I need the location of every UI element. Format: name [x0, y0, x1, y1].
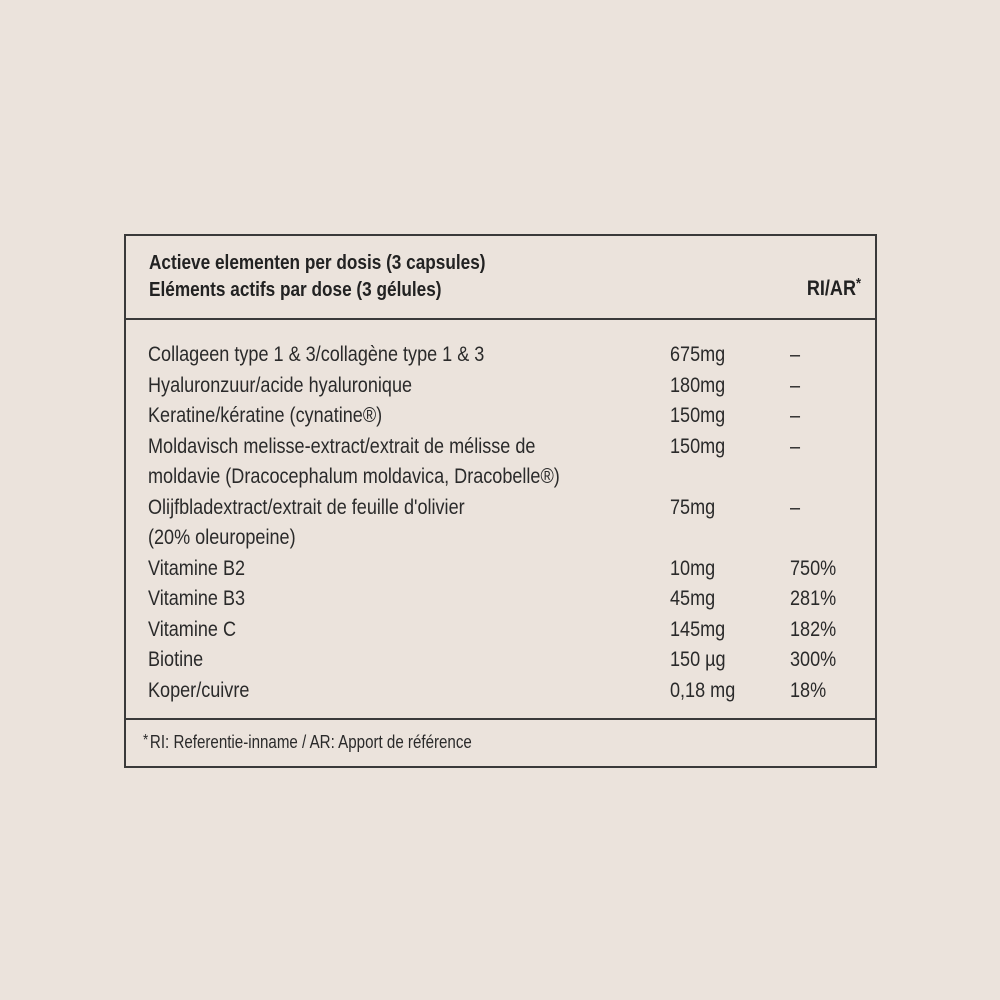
ingredient-name: Keratine/kératine (cynatine®) [148, 404, 383, 427]
ingredient-name: Biotine [148, 648, 204, 671]
nutrition-facts-panel [124, 234, 877, 768]
ingredient-ri: 750% [790, 556, 837, 580]
ingredient-name: Moldavisch melisse-extract/extrait de mélisse de [148, 434, 536, 458]
ingredient-amount: 675mg [670, 343, 726, 366]
header-title-french: Eléments actifs par dose (3 gélules) [149, 279, 442, 301]
ingredient-ri: 182% [790, 617, 837, 641]
ingredient-amount: 150mg [670, 434, 726, 458]
ingredient-name: Vitamine B2 [148, 556, 246, 580]
table-footer [126, 720, 875, 766]
ingredient-name-line-2: (20% oleuropeine) [148, 526, 296, 549]
ingredient-amount: 10mg [670, 556, 716, 580]
ingredient-ri: 18% [790, 678, 827, 702]
ri-label: RI/AR [806, 277, 856, 300]
ingredient-ri: 300% [790, 648, 837, 671]
ingredient-name: Hyaluronzuur/acide hyaluronique [148, 373, 413, 397]
table-header [126, 236, 875, 320]
ingredient-amount: 0,18 mg [670, 678, 736, 702]
ingredient-name: Koper/cuivre [148, 678, 250, 702]
ingredient-amount: 75mg [670, 495, 716, 519]
header-title-dutch: Actieve elementen per dosis (3 capsules) [149, 252, 486, 274]
ri-footnote-marker: * [855, 275, 861, 292]
ingredient-ri: – [790, 495, 801, 519]
ingredient-name: Vitamine C [148, 617, 237, 641]
ingredient-ri: – [790, 404, 801, 427]
ingredient-amount: 145mg [670, 617, 726, 641]
ri-column-header [807, 277, 861, 301]
ingredient-amount: 150 µg [670, 648, 726, 671]
ingredient-name: Vitamine B3 [148, 587, 246, 610]
ingredient-name: Olijfbladextract/extrait de feuille d'olivier [148, 495, 465, 519]
ingredient-amount: 180mg [670, 373, 726, 397]
footnote-marker: * [143, 732, 149, 749]
ingredient-name-line-2: moldavie (Dracocephalum moldavica, Dracobelle®) [148, 465, 560, 488]
ingredients-table [126, 320, 875, 720]
ingredient-ri: – [790, 373, 801, 397]
footnote [143, 732, 472, 753]
ingredient-ri: – [790, 434, 801, 458]
footnote-text: RI: Referentie-inname / AR: Apport de référence [149, 732, 472, 752]
ingredient-amount: 150mg [670, 404, 726, 427]
ingredient-name: Collageen type 1 & 3/collagène type 1 & 3 [148, 343, 485, 366]
ingredient-ri: – [790, 343, 801, 366]
ingredient-amount: 45mg [670, 587, 716, 610]
ingredient-ri: 281% [790, 587, 837, 610]
